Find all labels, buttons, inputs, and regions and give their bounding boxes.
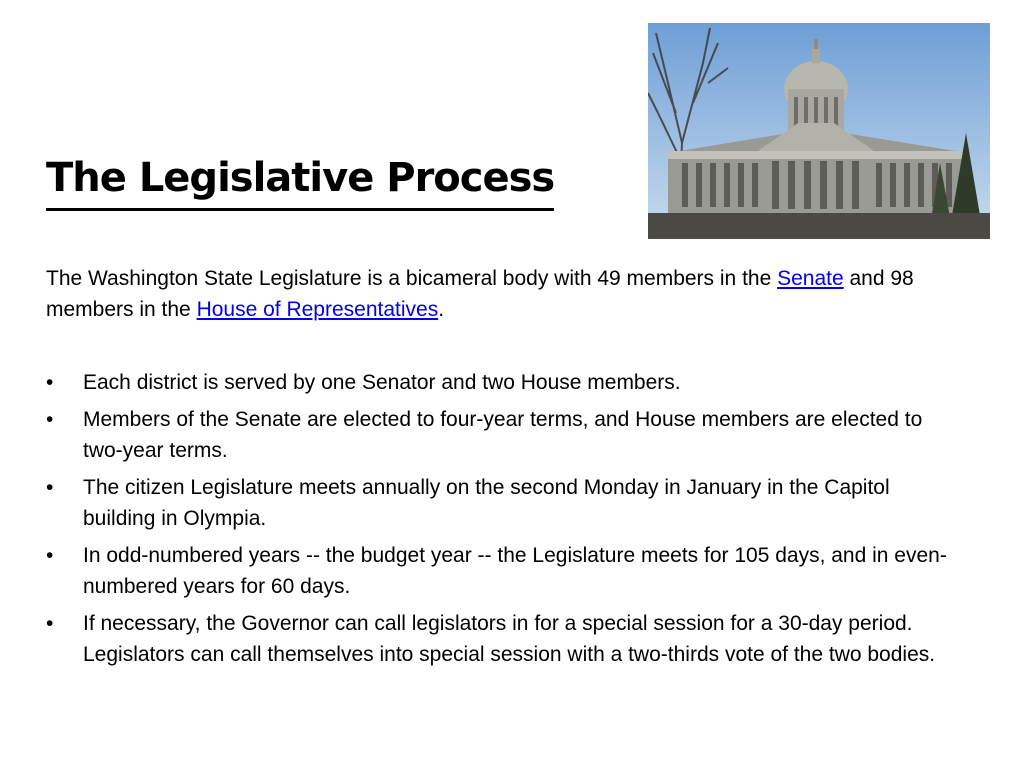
bullet-text: If necessary, the Governor can call legislators in for a special session for a 30-day period. Legislators can call themselves into special session with a two-thirds vote of the two bodies. — [83, 612, 936, 666]
bullet-text: In odd-numbered years -- the budget year -- the Legislature meets for 105 days, and in even-numbered years for 60 days. — [83, 544, 947, 598]
senate-link[interactable]: Senate — [777, 267, 844, 290]
bullet-icon: • — [46, 544, 54, 567]
bullet-icon: • — [46, 408, 54, 431]
bullet-text: Each district is served by one Senator and two House members. — [83, 371, 681, 394]
capitol-photo — [648, 23, 990, 239]
intro-text-1: The Washington State Legislature is a bicameral body with 49 members in the — [46, 267, 778, 290]
bullet-text: The citizen Legislature meets annually on the second Monday in January in the Capitol building in Olympia. — [83, 476, 890, 530]
bullet-icon: • — [46, 476, 54, 499]
bullet-text: Members of the Senate are elected to four-year terms, and House members are elected to two-year terms. — [83, 408, 923, 462]
bullet-item — [46, 404, 956, 466]
bullet-item — [46, 367, 956, 398]
bullet-item — [46, 472, 956, 534]
bullet-list — [46, 367, 956, 676]
intro-paragraph — [46, 263, 926, 325]
bullet-item — [46, 608, 956, 670]
intro-text-2: and 98 members in the — [46, 267, 914, 321]
bullet-icon: • — [46, 612, 54, 635]
capitol-building-illustration — [648, 23, 990, 239]
bullet-item — [46, 540, 956, 602]
slide-title: The Legislative Process — [46, 148, 554, 211]
bullet-icon: • — [46, 371, 54, 394]
intro-text-3: . — [438, 298, 445, 321]
house-of-representatives-link[interactable]: House of Representatives — [196, 298, 439, 321]
